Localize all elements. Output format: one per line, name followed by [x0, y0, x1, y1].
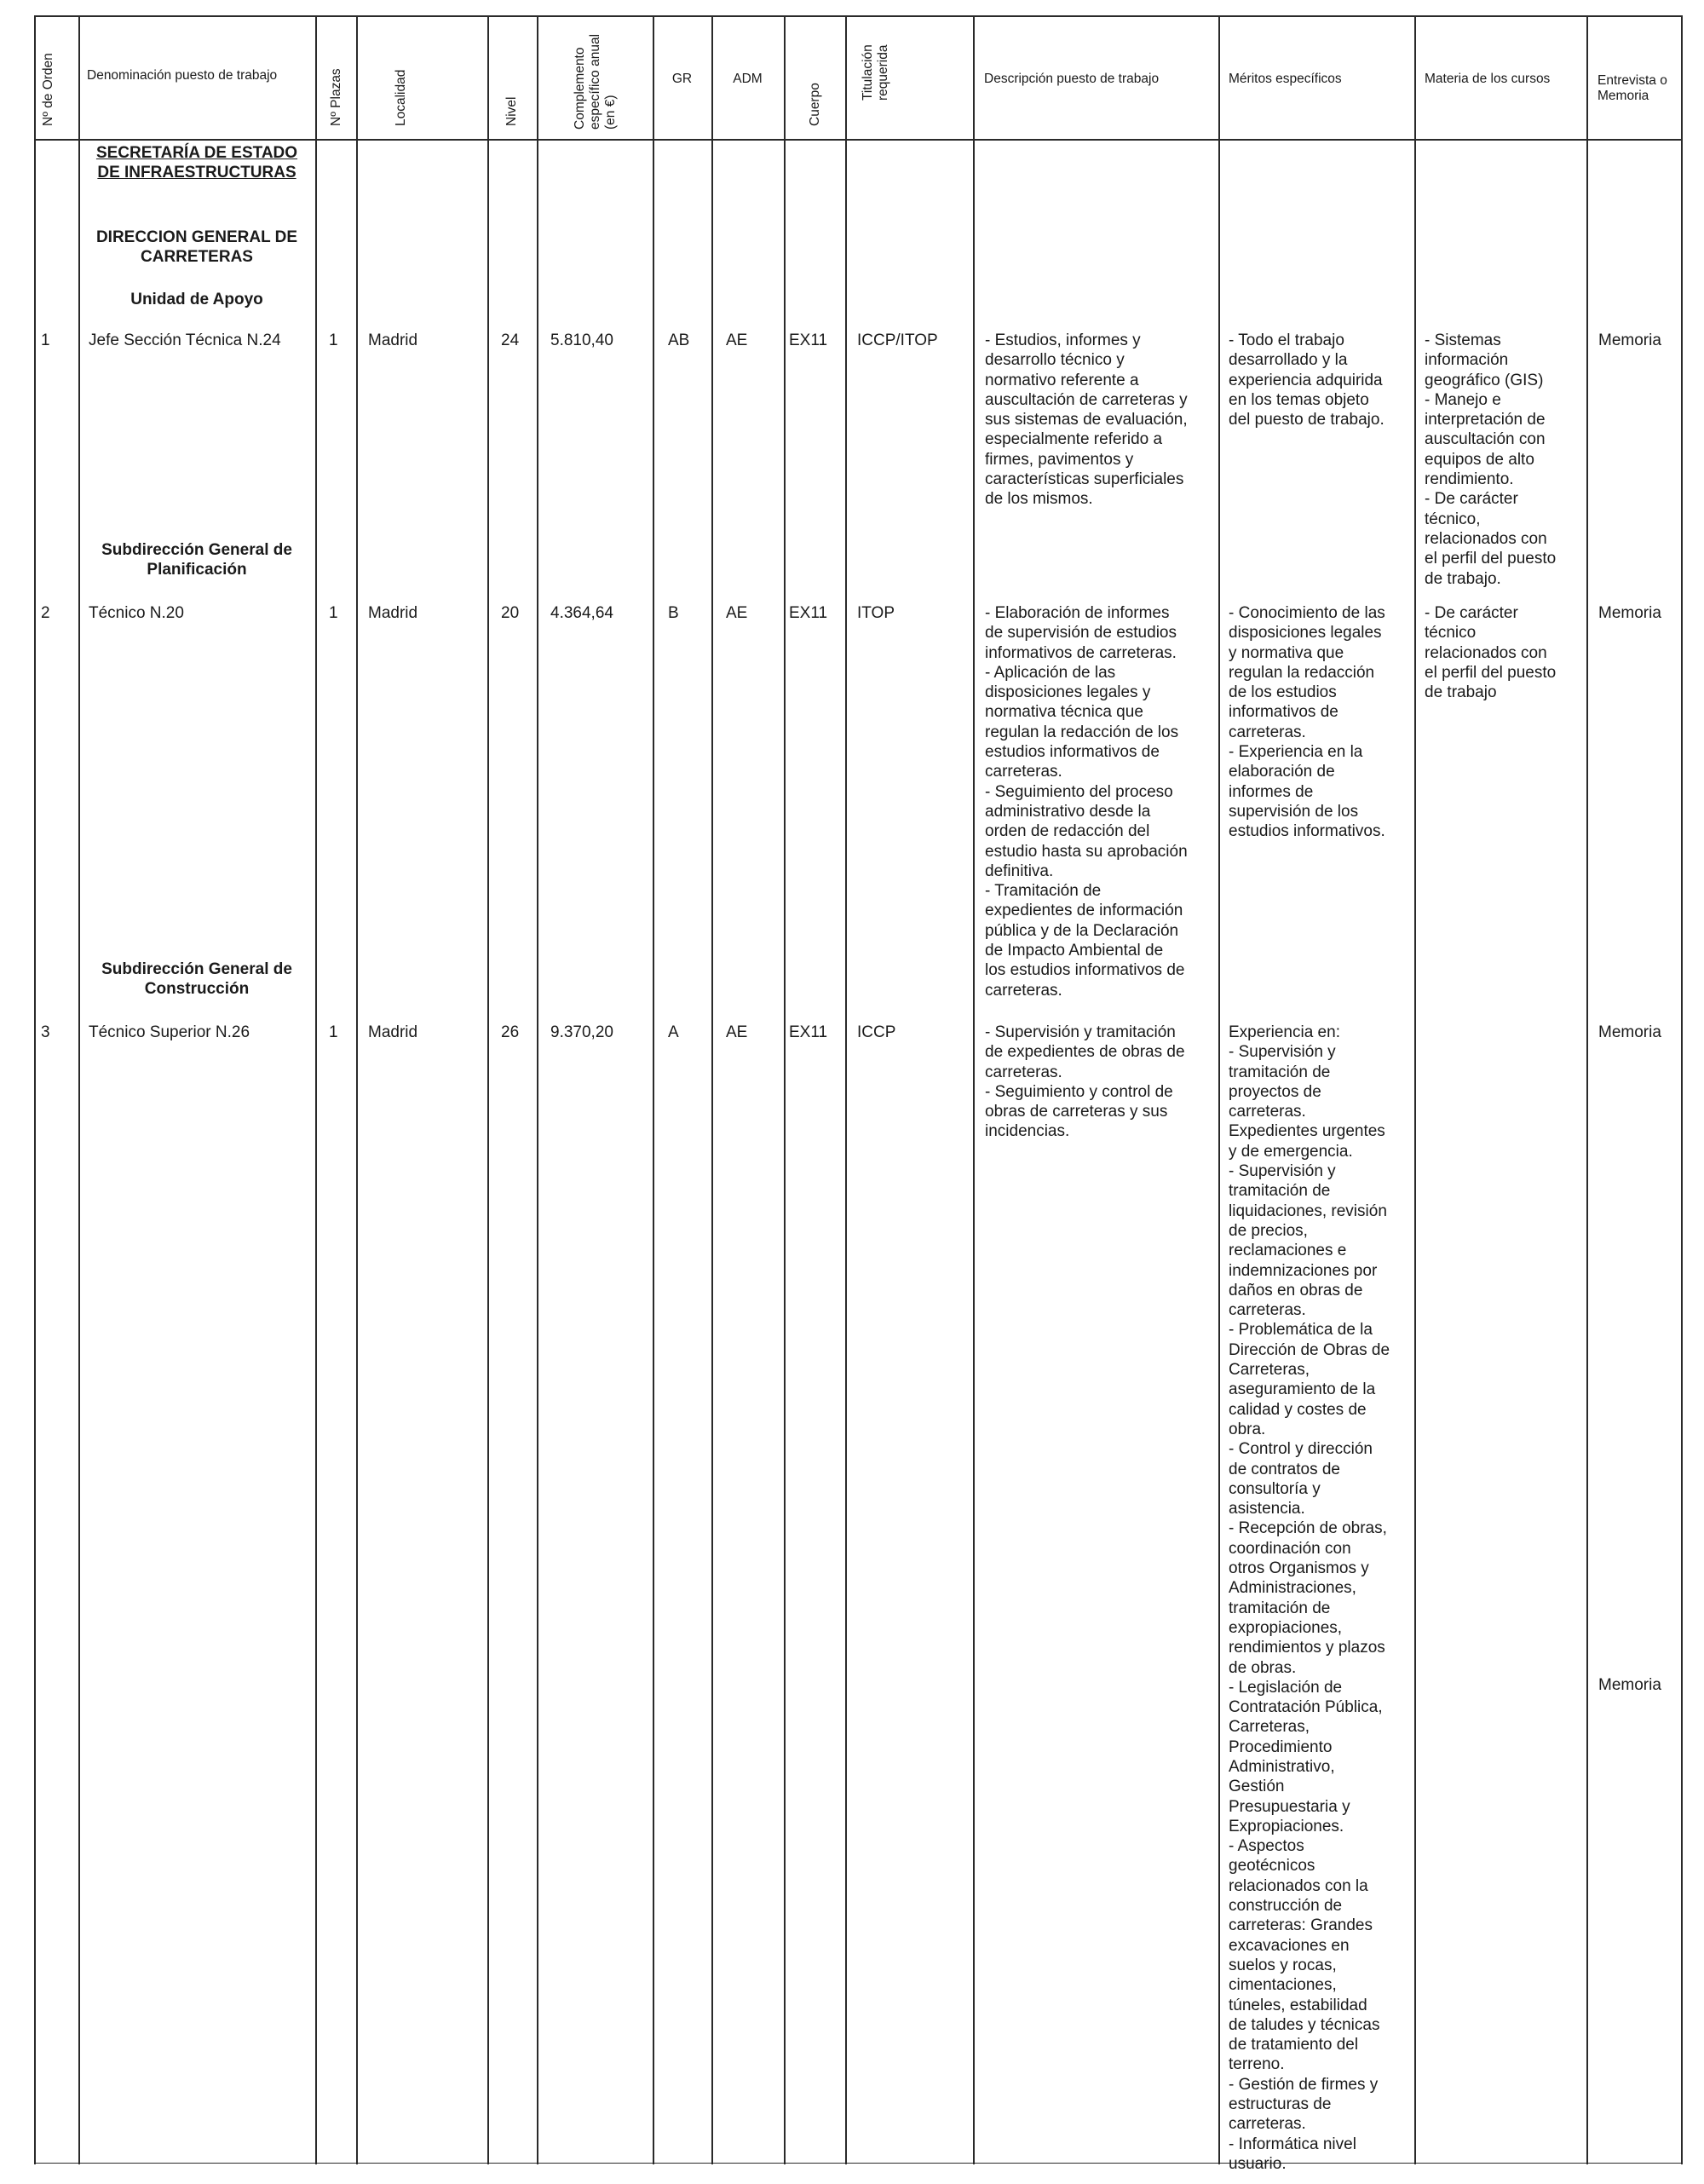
row-complemento: 9.370,20	[550, 1023, 613, 1041]
header-plazas: Nº Plazas	[329, 68, 343, 126]
row-localidad: Madrid	[368, 331, 418, 349]
column-divider	[78, 15, 80, 2164]
column-divider	[1681, 15, 1683, 2164]
row-meritos: - Conocimiento de las disposiciones legales y normativa que regulan la redacción de los estudios informativos de carreteras. - Experiencia en la elaboración de informes de supervisión de los estudios informativos.	[1229, 604, 1385, 841]
row-orden: 1	[41, 331, 50, 349]
row-descripcion: - Elaboración de informes de supervisión de estudios informativos de carreteras. - Aplicación de las disposiciones legales y normativa técnica que regulan la redacción de los estudios informativos de carreteras. - Seguimiento del proceso administrativo desde la orden de redacción del estudio hasta su aprobación definitiva. - Tramitación de expedientes de información pública y de la Declaración de Impacto Ambiental de los estudios informativos de carreteras.	[985, 604, 1188, 1000]
header-meritos: Méritos específicos	[1229, 72, 1342, 86]
header-adm: ADM	[733, 72, 763, 86]
section-construccion: Subdirección General de Construcción	[101, 960, 292, 999]
column-divider	[1414, 15, 1416, 2164]
row-nivel: 24	[501, 331, 520, 349]
header-denominacion: Denominación puesto de trabajo	[87, 68, 278, 83]
column-divider	[845, 15, 847, 2164]
table-bottom-border	[34, 2163, 1681, 2164]
row-titulacion: ITOP	[857, 604, 895, 622]
row-meritos: Experiencia en: - Supervisión y tramitación de proyectos de carreteras. Expedientes urgentes y de emergencia. - Supervisión y tramitación de liquidaciones, revisión de precios, reclamaciones e indemnizaciones por daños en obras de carreteras. - Problemática de la Dirección de Obras de Carreteras, aseguramiento de la calidad y costes de obra. - Control y dirección de contratos de consultoría y asistencia. - Recepción de obras, coordinación con otros Organismos y Administraciones, tramitación de expropiaciones, rendimientos y plazos de obras. - Legislación de Contratación Pública, Carreteras, Procedimiento Administrativo, Gestión Presupuestaria y Expropiaciones. - Aspectos geotécnicos relacionados con la construcción de carreteras: Grandes excavaciones en suelos y rocas, cimentaciones, túneles, estabilidad de taludes y técnicas de tratamiento del terreno. - Gestión de firmes y estructuras de carreteras. - Informática nivel usuario.	[1229, 1023, 1390, 2173]
row-adm: AE	[726, 604, 748, 622]
row-titulacion: ICCP/ITOP	[857, 331, 938, 349]
column-divider	[487, 15, 489, 2164]
row-gr: B	[668, 604, 679, 622]
header-entrevista: Entrevista o Memoria	[1598, 73, 1667, 103]
section-direccion: DIRECCION GENERAL DE CARRETERAS	[95, 228, 298, 267]
row-adm: AE	[726, 1023, 748, 1041]
row-cuerpo: EX11	[789, 604, 828, 622]
row-complemento: 4.364,64	[550, 604, 613, 622]
column-divider	[784, 15, 786, 2164]
row-cursos: - De carácter técnico relacionados con el perfil del puesto de trabajo	[1425, 604, 1557, 702]
column-divider	[1586, 15, 1588, 2164]
row-cuerpo: EX11	[789, 1023, 828, 1041]
column-divider	[653, 15, 654, 2164]
row-entrevista: Memoria	[1598, 1023, 1661, 1041]
row-localidad: Madrid	[368, 1023, 418, 1041]
header-descripcion: Descripción puesto de trabajo	[984, 72, 1160, 86]
row-orden: 2	[41, 604, 50, 622]
row-plazas: 1	[329, 1023, 338, 1041]
row-nivel: 20	[501, 604, 520, 622]
row-cuerpo: EX11	[789, 331, 828, 349]
column-divider	[711, 15, 713, 2164]
column-divider	[356, 15, 358, 2164]
row-gr: A	[668, 1023, 679, 1041]
row-entrevista: Memoria	[1598, 331, 1661, 349]
header-bottom-border	[34, 139, 1681, 141]
row-cursos: - Sistemas información geográfico (GIS) - Manejo e interpretación de auscultación con equipos de alto rendimiento. - De carácter técnico, relacionados con el perfil del puesto de trabajo.	[1425, 331, 1557, 588]
row-denominacion: Técnico Superior N.26	[89, 1023, 250, 1041]
row-entrevista: Memoria	[1598, 604, 1661, 622]
row-plazas: 1	[329, 604, 338, 622]
header-localidad: Localidad	[394, 69, 408, 126]
row-localidad: Madrid	[368, 604, 418, 622]
row-descripcion: - Estudios, informes y desarrollo técnico y normativo referente a auscultación de carreteras y sus sistemas de evaluación, especialmente referido a firmes, pavimentos y características superficiales de los mismos.	[985, 331, 1188, 509]
row-complemento: 5.810,40	[550, 331, 613, 349]
header-cursos: Materia de los cursos	[1425, 72, 1551, 86]
column-divider	[537, 15, 538, 2164]
header-gr: GR	[671, 72, 693, 86]
column-divider	[973, 15, 975, 2164]
section-unidad-apoyo: Unidad de Apoyo	[130, 291, 263, 308]
row-orden: 3	[41, 1023, 50, 1041]
row-nivel: 26	[501, 1023, 520, 1041]
section-secretaria: SECRETARÍA DE ESTADO DE INFRAESTRUCTURAS	[95, 144, 298, 182]
row-plazas: 1	[329, 331, 338, 349]
row-adm: AE	[726, 331, 748, 349]
header-orden: Nº de Orden	[41, 53, 55, 126]
row-meritos: - Todo el trabajo desarrollado y la experiencia adquirida en los temas objeto del puesto de trabajo.	[1229, 331, 1384, 429]
row-gr: AB	[668, 331, 690, 349]
row-denominacion: Jefe Sección Técnica N.24	[89, 331, 281, 349]
column-divider	[34, 15, 36, 2164]
row-entrevista-second: Memoria	[1598, 1676, 1661, 1694]
header-titulacion: Titulación requerida	[861, 44, 890, 101]
header-nivel: Nivel	[504, 96, 519, 126]
column-divider	[1218, 15, 1220, 2164]
column-divider	[315, 15, 317, 2164]
row-denominacion: Técnico N.20	[89, 604, 184, 622]
header-cuerpo: Cuerpo	[808, 83, 822, 126]
header-complemento: Complemento específico anual (en €)	[573, 33, 618, 130]
section-planificacion: Subdirección General de Planificación	[101, 541, 292, 579]
row-titulacion: ICCP	[857, 1023, 896, 1041]
table-top-border	[34, 15, 1681, 17]
row-descripcion: - Supervisión y tramitación de expedientes de obras de carreteras. - Seguimiento y control de obras de carreteras y sus incidencias.	[985, 1023, 1185, 1141]
